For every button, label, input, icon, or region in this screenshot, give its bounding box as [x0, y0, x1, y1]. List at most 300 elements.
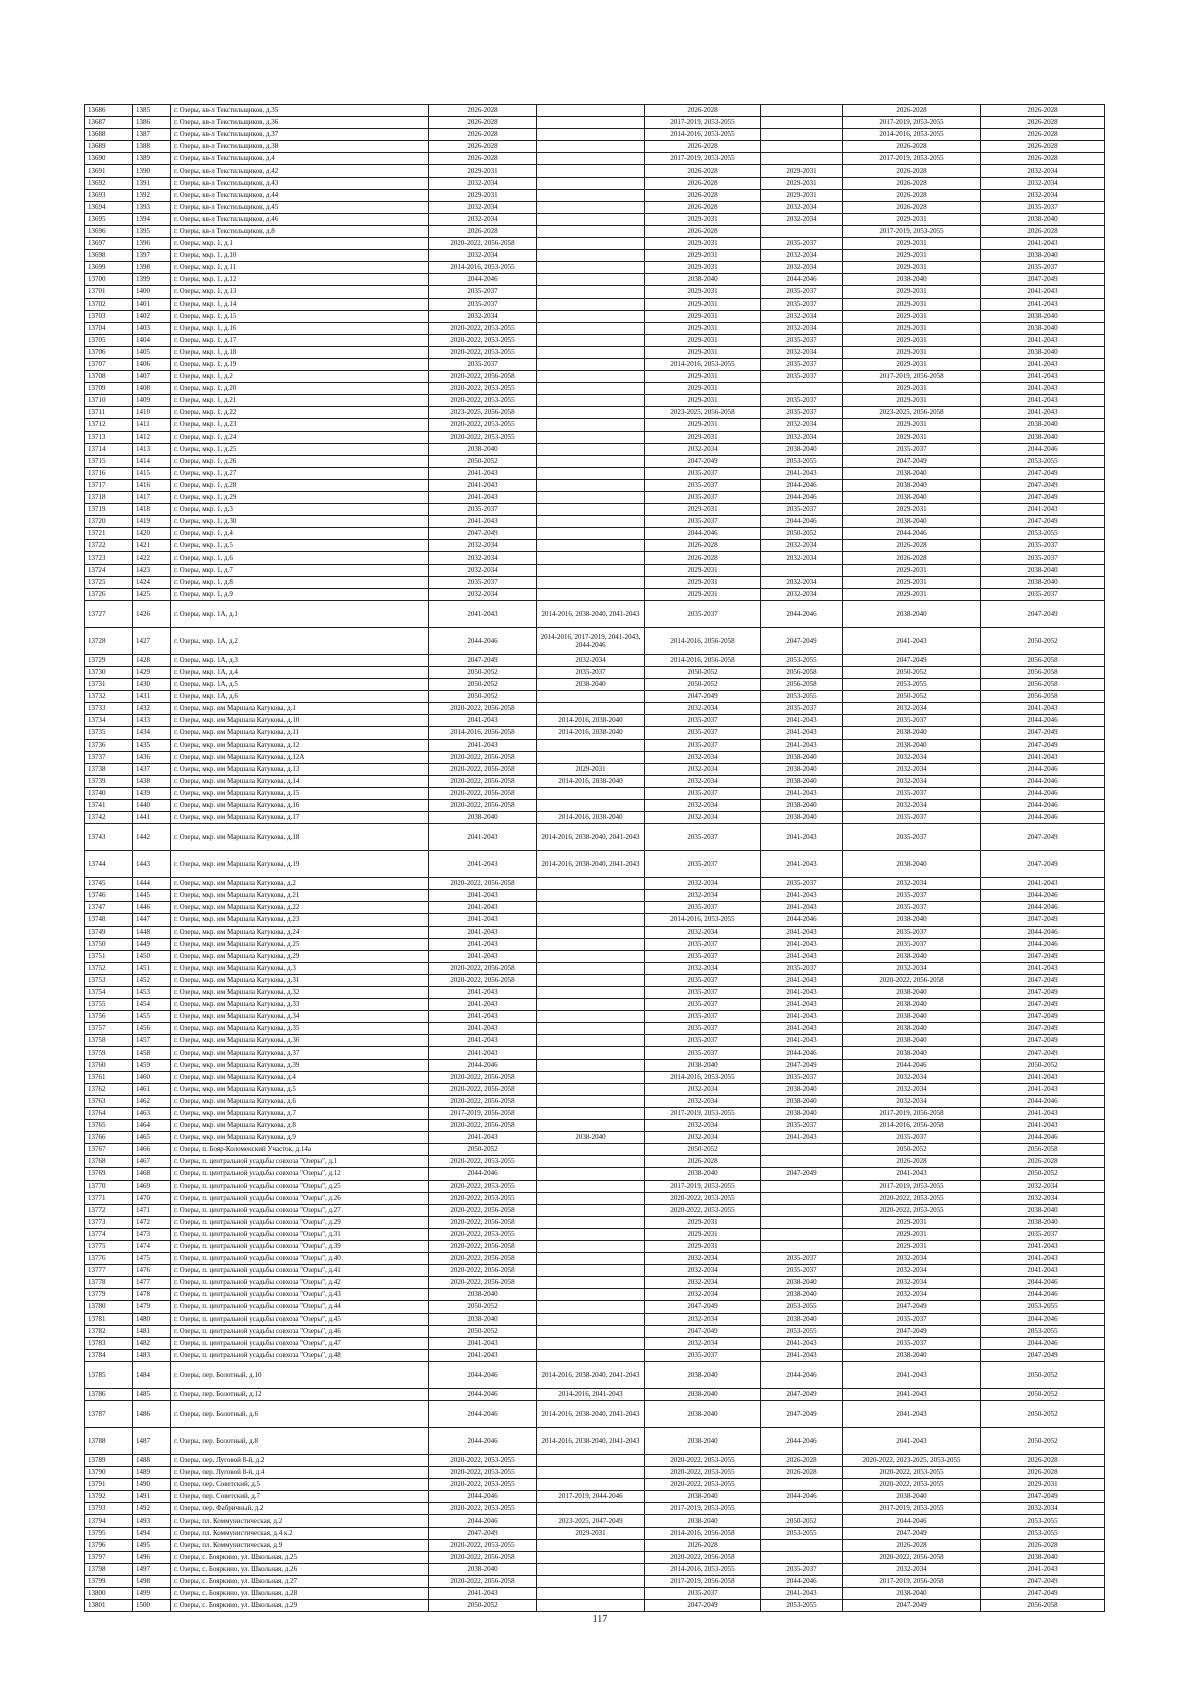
table-cell: 2044-2046 — [761, 1361, 843, 1388]
table-cell: г. Озеры, с. Бояркино, ул. Школьная, д.27 — [171, 1575, 429, 1587]
table-cell: 2047-2049 — [981, 1023, 1105, 1035]
table-cell: г. Озеры, мкр. 1, д.14 — [171, 298, 429, 310]
table-cell: 2032-2034 — [761, 431, 843, 443]
table-cell — [537, 467, 645, 479]
table-row — [85, 1313, 1105, 1325]
table-row — [85, 727, 1105, 739]
table-cell: 2026-2028 — [645, 105, 761, 117]
table-cell: 1496 — [133, 1551, 171, 1563]
table-cell: 2020-2022, 2056-2058 — [429, 878, 537, 890]
table-cell: 2017-2019, 2056-2058 — [843, 371, 981, 383]
table-cell: 13773 — [85, 1216, 133, 1228]
table-cell: 2032-2034 — [645, 1289, 761, 1301]
table-row — [85, 443, 1105, 455]
table-cell: 13717 — [85, 479, 133, 491]
table-cell: 2038-2040 — [981, 213, 1105, 225]
table-cell: 2035-2037 — [645, 999, 761, 1011]
table-cell: 2029-2031 — [645, 334, 761, 346]
table-row — [85, 1289, 1105, 1301]
table-cell: г. Озеры, мкр. 1, д.22 — [171, 407, 429, 419]
table-cell: 2029-2031 — [645, 262, 761, 274]
table-cell: 2020-2022, 2056-2058 — [843, 1551, 981, 1563]
table-cell: 2038-2040 — [429, 1563, 537, 1575]
table-cell: 2041-2043 — [981, 238, 1105, 250]
table-cell: 2038-2040 — [981, 431, 1105, 443]
table-cell: 2026-2028 — [645, 189, 761, 201]
table-cell: 2041-2043 — [981, 383, 1105, 395]
table-cell: 1407 — [133, 371, 171, 383]
table-cell: 2035-2037 — [645, 715, 761, 727]
table-row — [85, 346, 1105, 358]
table-cell — [537, 1600, 645, 1612]
table-cell: 2041-2043 — [429, 1349, 537, 1361]
table-cell: 2041-2043 — [429, 739, 537, 751]
table-cell: 1412 — [133, 431, 171, 443]
table-cell: 2041-2043 — [981, 1083, 1105, 1095]
table-cell: 13764 — [85, 1107, 133, 1119]
table-cell: 2038-2040 — [981, 576, 1105, 588]
table-cell: 2047-2049 — [981, 851, 1105, 878]
table-cell: 2044-2046 — [981, 926, 1105, 938]
table-cell: 2044-2046 — [429, 1491, 537, 1503]
table-cell — [761, 1228, 843, 1240]
table-cell: 2044-2046 — [761, 274, 843, 286]
table-cell: 1386 — [133, 117, 171, 129]
table-cell: г. Озеры, мкр. 1А, д.3 — [171, 654, 429, 666]
table-row — [85, 238, 1105, 250]
table-cell: 1391 — [133, 177, 171, 189]
table-cell: 1411 — [133, 419, 171, 431]
table-cell: г. Озеры, мкр. 1А, д.5 — [171, 679, 429, 691]
table-cell: 2038-2040 — [843, 851, 981, 878]
table-cell: 2026-2028 — [761, 1455, 843, 1467]
table-cell: г. Озеры, мкр. 1, д.29 — [171, 492, 429, 504]
table-cell: 2044-2046 — [761, 914, 843, 926]
table-cell: 1421 — [133, 540, 171, 552]
table-cell — [537, 1168, 645, 1180]
table-cell: 2035-2037 — [429, 286, 537, 298]
table-row — [85, 1301, 1105, 1313]
table-cell — [537, 1265, 645, 1277]
table-row — [85, 1600, 1105, 1612]
table-cell: 2014-2016, 2038-2040, 2041-2043 — [537, 600, 645, 627]
table-cell: 2053-2055 — [843, 679, 981, 691]
table-cell: 2038-2040 — [429, 443, 537, 455]
table-cell: 13772 — [85, 1204, 133, 1216]
table-cell: 2029-2031 — [981, 1479, 1105, 1491]
table-row — [85, 627, 1105, 654]
table-cell — [537, 1503, 645, 1515]
table-cell — [537, 1156, 645, 1168]
page-number: 117 — [592, 1614, 608, 1625]
table-cell: 13733 — [85, 703, 133, 715]
table-cell: 2035-2037 — [645, 1588, 761, 1600]
table-row — [85, 1479, 1105, 1491]
table-cell: 2047-2049 — [981, 727, 1105, 739]
table-cell: г. Озеры, с. Бояркино, ул. Школьная, д.29 — [171, 1600, 429, 1612]
table-cell: 2044-2046 — [981, 775, 1105, 787]
table-cell — [537, 346, 645, 358]
table-cell: 2032-2034 — [843, 1253, 981, 1265]
table-cell — [537, 528, 645, 540]
table-cell: 2014-2016, 2053-2055 — [645, 1563, 761, 1575]
table-cell: 13691 — [85, 165, 133, 177]
table-cell: г. Озеры, п. центральной усадьбы совхоза "Озеры", д.12 — [171, 1168, 429, 1180]
table-cell: 1466 — [133, 1144, 171, 1156]
table-cell: 13731 — [85, 679, 133, 691]
table-cell — [537, 117, 645, 129]
table-cell: г. Озеры, мкр. им Маршала Катукова, д.37 — [171, 1047, 429, 1059]
table-cell: г. Озеры, мкр. 1А, д.6 — [171, 691, 429, 703]
table-cell: г. Озеры, пер. Фабричный, д.2 — [171, 1503, 429, 1515]
table-cell — [537, 962, 645, 974]
table-cell: 2038-2040 — [981, 250, 1105, 262]
table-cell: 2047-2049 — [843, 654, 981, 666]
table-cell: 2038-2040 — [981, 1551, 1105, 1563]
table-cell: 2047-2049 — [981, 1035, 1105, 1047]
table-cell: 2035-2037 — [645, 987, 761, 999]
table-row — [85, 492, 1105, 504]
table-cell: 2050-2052 — [429, 455, 537, 467]
table-cell: 2020-2022, 2053-2055 — [645, 1455, 761, 1467]
table-cell — [761, 1539, 843, 1551]
table-cell: г. Озеры, мкр. 1, д.27 — [171, 467, 429, 479]
table-cell: 2044-2046 — [761, 1428, 843, 1455]
table-cell: 1462 — [133, 1095, 171, 1107]
table-cell: 2041-2043 — [429, 851, 537, 878]
table-cell: 2032-2034 — [645, 443, 761, 455]
table-cell: 1401 — [133, 298, 171, 310]
table-cell: 13701 — [85, 286, 133, 298]
table-cell: 2041-2043 — [761, 1349, 843, 1361]
table-cell: 13751 — [85, 950, 133, 962]
table-cell: 13739 — [85, 775, 133, 787]
table-cell: 13729 — [85, 654, 133, 666]
table-cell: 1406 — [133, 358, 171, 370]
table-cell: 13770 — [85, 1180, 133, 1192]
table-cell: 1476 — [133, 1265, 171, 1277]
table-cell — [537, 1325, 645, 1337]
table-cell: 2035-2037 — [429, 358, 537, 370]
table-cell: 2026-2028 — [843, 1156, 981, 1168]
table-cell: г. Озеры, мкр. им Маршала Катукова, д.12 — [171, 739, 429, 751]
table-cell — [537, 153, 645, 165]
table-cell: 2041-2043 — [981, 298, 1105, 310]
table-cell: 2017-2019, 2053-2055 — [843, 1503, 981, 1515]
table-row — [85, 516, 1105, 528]
table-cell: 2020-2022, 2053-2055 — [429, 1503, 537, 1515]
table-cell: 2026-2028 — [645, 141, 761, 153]
table-cell: 2056-2058 — [981, 666, 1105, 678]
table-row — [85, 564, 1105, 576]
table-cell: 2038-2040 — [761, 775, 843, 787]
table-cell — [537, 1349, 645, 1361]
table-cell: 2026-2028 — [843, 540, 981, 552]
table-row — [85, 878, 1105, 890]
table-cell: 2038-2040 — [537, 679, 645, 691]
table-row — [85, 528, 1105, 540]
table-cell: 2047-2049 — [981, 914, 1105, 926]
table-cell: г. Озеры, кв-л Текстильщиков, д.46 — [171, 213, 429, 225]
table-cell: 1443 — [133, 851, 171, 878]
table-cell: 2020-2022, 2053-2055 — [429, 1192, 537, 1204]
table-cell: 2032-2034 — [429, 552, 537, 564]
table-cell — [537, 1204, 645, 1216]
table-cell: 2035-2037 — [645, 824, 761, 851]
table-cell: 2017-2019, 2053-2055 — [843, 153, 981, 165]
table-cell: 2032-2034 — [843, 1265, 981, 1277]
table-cell: г. Озеры, пер. Болотный, д.10 — [171, 1361, 429, 1388]
table-cell: г. Озеры, пл. Коммунистическая, д.9 — [171, 1539, 429, 1551]
table-cell: 2020-2022, 2053-2055 — [645, 1192, 761, 1204]
table-cell: 2041-2043 — [429, 1047, 537, 1059]
table-cell: 2014-2016, 2038-2040 — [537, 715, 645, 727]
table-cell: 2029-2031 — [537, 763, 645, 775]
table-cell: 2032-2034 — [429, 201, 537, 213]
table-cell — [537, 1253, 645, 1265]
table-cell — [537, 262, 645, 274]
table-cell: 13722 — [85, 540, 133, 552]
table-cell: 1440 — [133, 799, 171, 811]
table-cell: 13725 — [85, 576, 133, 588]
table-cell: 2035-2037 — [843, 902, 981, 914]
table-cell: 13789 — [85, 1455, 133, 1467]
table-row — [85, 189, 1105, 201]
table-cell: 2026-2028 — [981, 117, 1105, 129]
table-cell: 2041-2043 — [981, 703, 1105, 715]
table-cell: 2026-2028 — [429, 225, 537, 237]
table-cell: 2041-2043 — [761, 851, 843, 878]
table-cell: г. Озеры, кв-л Текстильщиков, д.36 — [171, 117, 429, 129]
table-cell: 2044-2046 — [981, 1289, 1105, 1301]
table-cell — [537, 974, 645, 986]
table-cell: г. Озеры, п. центральной усадьбы совхоза "Озеры", д.25 — [171, 1180, 429, 1192]
table-cell: 2026-2028 — [645, 225, 761, 237]
table-cell: 2017-2019, 2053-2055 — [645, 1180, 761, 1192]
table-cell: 2020-2022, 2056-2058 — [429, 787, 537, 799]
table-cell: 2032-2034 — [645, 878, 761, 890]
table-cell: г. Озеры, пер. Болотный, д.12 — [171, 1388, 429, 1400]
table-cell: 2038-2040 — [761, 812, 843, 824]
table-cell: 2020-2022, 2056-2058 — [645, 1551, 761, 1563]
table-cell — [537, 1120, 645, 1132]
table-cell: 2026-2028 — [981, 1467, 1105, 1479]
table-cell: 2014-2016, 2017-2019, 2041-2043, 2044-2046 — [537, 627, 645, 654]
table-cell: г. Озеры, мкр. им Маршала Катукова, д.29 — [171, 950, 429, 962]
table-cell: 2047-2049 — [843, 1301, 981, 1313]
table-cell: 2056-2058 — [981, 1144, 1105, 1156]
table-cell — [761, 117, 843, 129]
table-row — [85, 962, 1105, 974]
table-cell: 1461 — [133, 1083, 171, 1095]
table-cell: 2047-2049 — [981, 1047, 1105, 1059]
table-cell — [537, 1192, 645, 1204]
table-row — [85, 999, 1105, 1011]
table-cell: г. Озеры, мкр. 1, д.10 — [171, 250, 429, 262]
table-cell — [537, 1289, 645, 1301]
table-cell: 2044-2046 — [981, 812, 1105, 824]
table-cell: 2035-2037 — [761, 238, 843, 250]
table-cell: 2038-2040 — [843, 950, 981, 962]
table-cell: 2032-2034 — [843, 878, 981, 890]
table-cell: 2035-2037 — [761, 298, 843, 310]
table-cell: 1486 — [133, 1401, 171, 1428]
table-cell: 2032-2034 — [761, 262, 843, 274]
table-row — [85, 1107, 1105, 1119]
table-cell: г. Озеры, мкр. им Маршала Катукова, д.3 — [171, 962, 429, 974]
table-cell: 2032-2034 — [981, 189, 1105, 201]
table-cell: 2047-2049 — [429, 1527, 537, 1539]
table-row — [85, 654, 1105, 666]
table-cell: 1389 — [133, 153, 171, 165]
table-cell: 1408 — [133, 383, 171, 395]
table-cell: 2047-2049 — [645, 691, 761, 703]
table-cell: 2041-2043 — [429, 467, 537, 479]
table-cell: 2014-2016, 2038-2040, 2041-2043 — [537, 824, 645, 851]
table-cell: 2044-2046 — [761, 1047, 843, 1059]
table-cell: 2035-2037 — [645, 1023, 761, 1035]
table-cell: 2047-2049 — [981, 600, 1105, 627]
table-cell: 2020-2022, 2056-2058 — [429, 1083, 537, 1095]
table-row — [85, 1563, 1105, 1575]
table-cell — [761, 564, 843, 576]
table-cell: 13792 — [85, 1491, 133, 1503]
table-cell: г. Озеры, пер. Советский, д.5 — [171, 1479, 429, 1491]
table-cell: 2014-2016, 2053-2055 — [645, 358, 761, 370]
table-cell: 2041-2043 — [429, 1035, 537, 1047]
table-cell: г. Озеры, мкр. 1, д.11 — [171, 262, 429, 274]
table-cell: 2032-2034 — [645, 703, 761, 715]
table-cell: 2041-2043 — [843, 1428, 981, 1455]
table-cell: 2029-2031 — [843, 1240, 981, 1252]
table-row — [85, 1265, 1105, 1277]
table-cell: 2053-2055 — [761, 1527, 843, 1539]
table-cell: 2026-2028 — [645, 540, 761, 552]
table-cell: 1453 — [133, 987, 171, 999]
table-cell: 2038-2040 — [645, 1361, 761, 1388]
table-row — [85, 1023, 1105, 1035]
table-cell: 2026-2028 — [645, 552, 761, 564]
table-row — [85, 926, 1105, 938]
table-cell: 1456 — [133, 1023, 171, 1035]
table-cell: 2017-2019, 2056-2058 — [645, 1575, 761, 1587]
table-cell: 2026-2028 — [981, 141, 1105, 153]
table-cell: 2041-2043 — [429, 999, 537, 1011]
table-cell — [537, 576, 645, 588]
table-cell: 13793 — [85, 1503, 133, 1515]
table-cell — [537, 201, 645, 213]
table-cell: 2032-2034 — [843, 962, 981, 974]
table-row — [85, 691, 1105, 703]
table-cell: 2047-2049 — [981, 467, 1105, 479]
table-cell: г. Озеры, мкр. им Маршала Катукова, д.39 — [171, 1059, 429, 1071]
table-cell: 2026-2028 — [981, 153, 1105, 165]
table-cell — [537, 165, 645, 177]
table-cell — [537, 479, 645, 491]
table-cell: 13695 — [85, 213, 133, 225]
table-row — [85, 129, 1105, 141]
table-cell: 2035-2037 — [981, 201, 1105, 213]
table-cell: 2038-2040 — [981, 310, 1105, 322]
table-cell: г. Озеры, мкр. 1, д.24 — [171, 431, 429, 443]
table-row — [85, 552, 1105, 564]
table-cell — [761, 1216, 843, 1228]
table-cell: 1436 — [133, 751, 171, 763]
table-row — [85, 938, 1105, 950]
table-cell — [537, 799, 645, 811]
table-cell: 2029-2031 — [645, 1240, 761, 1252]
table-cell: 1414 — [133, 455, 171, 467]
table-cell: 2032-2034 — [843, 703, 981, 715]
table-cell — [537, 395, 645, 407]
table-cell — [537, 552, 645, 564]
table-cell: 2035-2037 — [843, 1337, 981, 1349]
table-cell: 2029-2031 — [761, 189, 843, 201]
table-cell: 2035-2037 — [761, 504, 843, 516]
table-cell: г. Озеры, кв-л Текстильщиков, д.38 — [171, 141, 429, 153]
table-cell — [537, 787, 645, 799]
table-cell — [537, 1479, 645, 1491]
table-cell — [537, 938, 645, 950]
table-cell: 2026-2028 — [429, 153, 537, 165]
table-cell: 1399 — [133, 274, 171, 286]
table-cell: 2041-2043 — [761, 974, 843, 986]
table-cell: г. Озеры, п. Бояр-Коломенский Участок, д.14а — [171, 1144, 429, 1156]
table-cell: 2014-2016, 2053-2055 — [645, 1071, 761, 1083]
table-cell: г. Озеры, мкр. им Маршала Катукова, д.5 — [171, 1083, 429, 1095]
table-cell: 13694 — [85, 201, 133, 213]
table-cell: 2044-2046 — [981, 443, 1105, 455]
table-cell: 2035-2037 — [843, 926, 981, 938]
table-cell: 13748 — [85, 914, 133, 926]
table-cell: 2029-2031 — [645, 504, 761, 516]
table-cell: 13720 — [85, 516, 133, 528]
table-cell: 2035-2037 — [843, 938, 981, 950]
table-row — [85, 1216, 1105, 1228]
table-cell: 1470 — [133, 1192, 171, 1204]
table-cell: г. Озеры, мкр. им Маршала Катукова, д.10 — [171, 715, 429, 727]
table-cell: г. Озеры, мкр. им Маршала Катукова, д.15 — [171, 787, 429, 799]
table-cell: 2014-2016, 2053-2055 — [843, 129, 981, 141]
table-cell: 2050-2052 — [981, 1388, 1105, 1400]
table-cell — [537, 322, 645, 334]
table-cell: 2032-2034 — [645, 1253, 761, 1265]
table-cell: г. Озеры, мкр. 1, д.2 — [171, 371, 429, 383]
table-cell: 2017-2019, 2053-2055 — [645, 1107, 761, 1119]
table-cell: г. Озеры, мкр. 1, д.1 — [171, 238, 429, 250]
table-row — [85, 322, 1105, 334]
table-cell: 2035-2037 — [645, 902, 761, 914]
table-cell: 13700 — [85, 274, 133, 286]
table-cell: 2038-2040 — [843, 914, 981, 926]
table-cell: 2038-2040 — [429, 1313, 537, 1325]
table-cell: 2026-2028 — [843, 201, 981, 213]
table-cell: 2029-2031 — [843, 1216, 981, 1228]
table-cell: 1463 — [133, 1107, 171, 1119]
table-cell: 2047-2049 — [761, 1168, 843, 1180]
table-cell: 13710 — [85, 395, 133, 407]
schedule-table — [84, 104, 1105, 1612]
table-cell: 2047-2049 — [981, 1575, 1105, 1587]
table-row — [85, 310, 1105, 322]
table-cell — [537, 1228, 645, 1240]
table-cell: 2035-2037 — [645, 492, 761, 504]
table-cell: 2038-2040 — [761, 1313, 843, 1325]
table-cell: 2032-2034 — [429, 250, 537, 262]
table-cell: 2041-2043 — [981, 1240, 1105, 1252]
table-cell: 2026-2028 — [429, 105, 537, 117]
table-cell: 1398 — [133, 262, 171, 274]
